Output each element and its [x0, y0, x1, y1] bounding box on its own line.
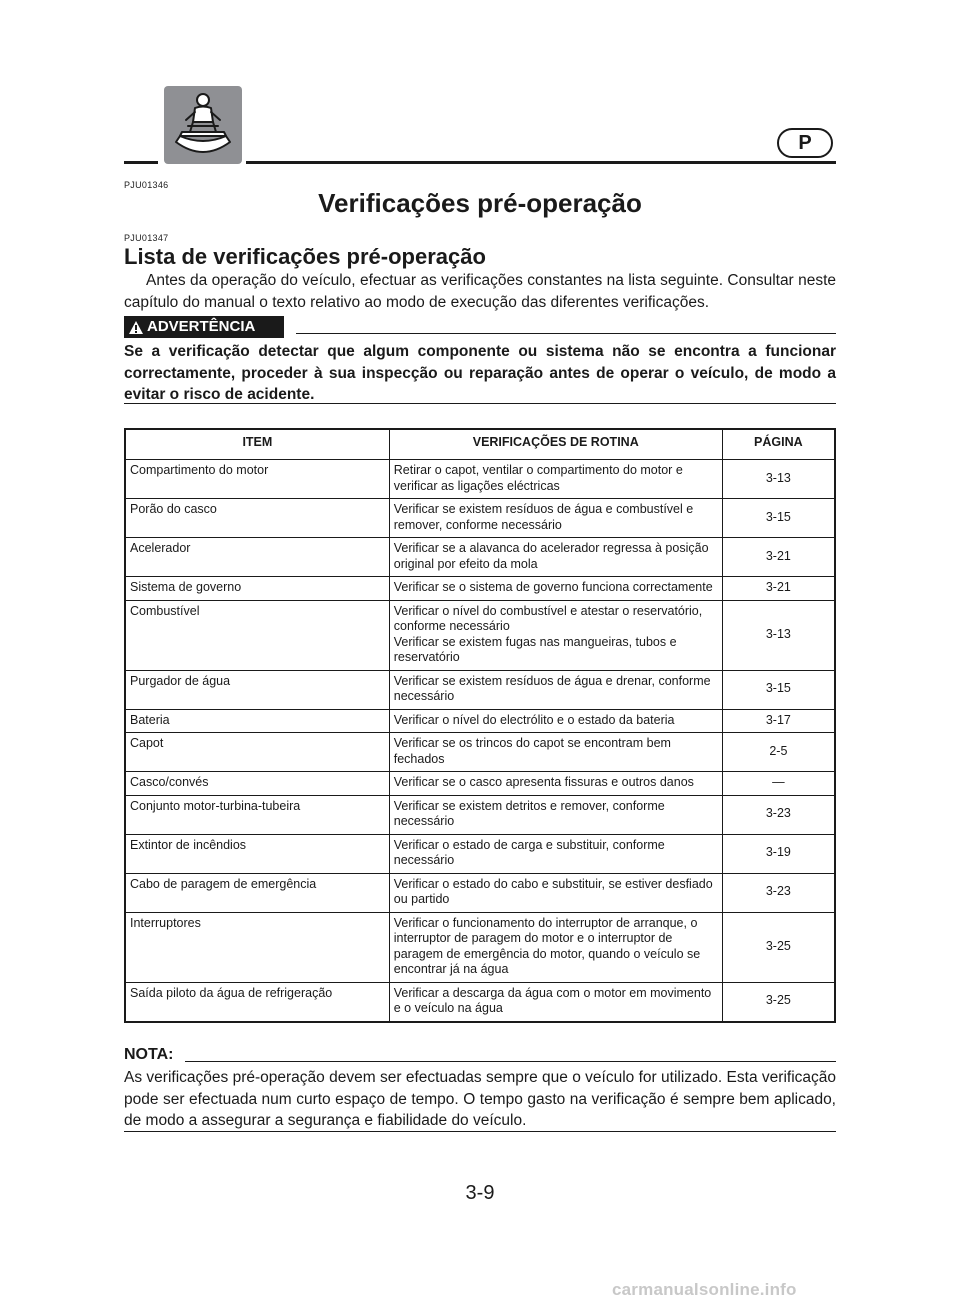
check-cell: Verificar se os trincos do capot se encontram bem fechados	[389, 733, 722, 772]
watermark: carmanualsonline.info	[612, 1280, 797, 1299]
check-cell: Verificar se existem resíduos de água e combustível e remover, conforme necessário	[389, 499, 722, 538]
table-row	[125, 834, 835, 873]
check-cell: Verificar a descarga da água com o motor em movimento e o veículo na água	[389, 982, 722, 1022]
table-row	[125, 912, 835, 982]
table-row	[125, 772, 835, 796]
header-routine-checks: VERIFICAÇÕES DE ROTINA	[389, 429, 722, 460]
page-cell: 3-25	[722, 912, 835, 982]
page-cell: 3-19	[722, 834, 835, 873]
page-cell: 3-15	[722, 670, 835, 709]
intro-paragraph: Antes da operação do veículo, efectuar as verificações constantes na lista seguinte. Consultar neste capítulo do manual o texto relativo ao modo de execução das diferentes verificações.	[124, 272, 836, 311]
item-cell: Saída piloto da água de refrigeração	[125, 982, 389, 1022]
check-cell: Verificar se existem detritos e remover, conforme necessário	[389, 795, 722, 834]
table-row	[125, 795, 835, 834]
item-cell: Compartimento do motor	[125, 460, 389, 499]
item-cell: Conjunto motor-turbina-tubeira	[125, 795, 389, 834]
check-cell: Verificar o nível do electrólito e o estado da bateria	[389, 709, 722, 733]
item-cell: Interruptores	[125, 912, 389, 982]
warning-text: Se a verificação detectar que algum componente ou sistema não se encontra a funcionar correctamente, proceder à sua inspecção ou reparação antes de operar o veículo, de modo a evitar o risco de acidente.	[124, 343, 836, 403]
language-badge: P	[777, 128, 833, 158]
page-cell: —	[722, 772, 835, 796]
item-cell: Extintor de incêndios	[125, 834, 389, 873]
header-page: PÁGINA	[722, 429, 835, 460]
page-cell: 2-5	[722, 733, 835, 772]
page-cell: 3-23	[722, 873, 835, 912]
check-cell: Verificar se o sistema de governo funciona correctamente	[389, 577, 722, 601]
table-row	[125, 670, 835, 709]
page-cell: 3-13	[722, 460, 835, 499]
page-cell: 3-21	[722, 538, 835, 577]
warning-end-rule	[124, 403, 836, 404]
check-cell: Verificar o estado de carga e substituir, conforme necessário	[389, 834, 722, 873]
check-cell: Verificar o estado do cabo e substituir, se estiver desfiado ou partido	[389, 873, 722, 912]
checklist-table	[124, 428, 836, 1023]
check-cell: Verificar se o casco apresenta fissuras e outros danos	[389, 772, 722, 796]
check-cell: Retirar o capot, ventilar o compartimento do motor e verificar as ligações eléctricas	[389, 460, 722, 499]
item-cell: Purgador de água	[125, 670, 389, 709]
check-cell: Verificar o funcionamento do interruptor de arranque, o interruptor de paragem do motor e o interruptor de paragem de emergência do motor, quando o veículo se encontrar já na água	[389, 912, 722, 982]
page-cell: 3-23	[722, 795, 835, 834]
table-row	[125, 577, 835, 601]
section-title: Verificações pré-operação	[318, 188, 642, 218]
subsection-title: Lista de verificações pré-operação	[124, 244, 486, 269]
page-cell: 3-13	[722, 600, 835, 670]
table-header-row	[125, 429, 835, 460]
check-cell: Verificar se existem resíduos de água e drenar, conforme necessário	[389, 670, 722, 709]
item-cell: Cabo de paragem de emergência	[125, 873, 389, 912]
table-row	[125, 499, 835, 538]
item-cell: Combustível	[125, 600, 389, 670]
rider-on-watercraft-icon	[164, 86, 242, 164]
table-body	[125, 460, 835, 1022]
table-row	[125, 982, 835, 1022]
header-item: ITEM	[125, 429, 389, 460]
warning-triangle-icon	[128, 320, 144, 335]
item-cell: Sistema de governo	[125, 577, 389, 601]
table-row	[125, 600, 835, 670]
note-end-rule	[124, 1131, 836, 1132]
item-cell: Casco/convés	[125, 772, 389, 796]
note-text: As verificações pré-operação devem ser efectuadas sempre que o veículo for utilizado. Esta verificação pode ser efectuada num curto espaço de tempo. O tempo gasto na verificação é sempre bem aplicado, de modo a assegurar a segurança e fiabilidade do veículo.	[124, 1069, 836, 1129]
warning-label: ADVERTÊNCIA	[147, 318, 256, 335]
table-row	[125, 873, 835, 912]
header-rule-right	[246, 161, 836, 164]
item-cell: Capot	[125, 733, 389, 772]
table-row	[125, 733, 835, 772]
table-row	[125, 538, 835, 577]
page-cell: 3-21	[722, 577, 835, 601]
page-cell: 3-17	[722, 709, 835, 733]
warning-rule	[296, 333, 836, 334]
note-label: NOTA:	[124, 1046, 174, 1063]
section-code: PJU01346	[124, 180, 169, 190]
table-row	[125, 460, 835, 499]
item-cell: Bateria	[125, 709, 389, 733]
item-cell: Porão do casco	[125, 499, 389, 538]
subsection-code: PJU01347	[124, 233, 169, 243]
page-number: 3-9	[465, 1182, 495, 1204]
page-cell: 3-15	[722, 499, 835, 538]
check-cell: Verificar se a alavanca do acelerador regressa à posição original por efeito da mola	[389, 538, 722, 577]
page-cell: 3-25	[722, 982, 835, 1022]
note-rule	[185, 1061, 836, 1062]
check-cell: Verificar o nível do combustível e atestar o reservatório, conforme necessário Verificar se existem fugas nas mangueiras, tubos e reservatório	[389, 600, 722, 670]
header-rule-left	[124, 161, 158, 164]
table-row	[125, 709, 835, 733]
warning-badge	[124, 316, 284, 338]
item-cell: Acelerador	[125, 538, 389, 577]
